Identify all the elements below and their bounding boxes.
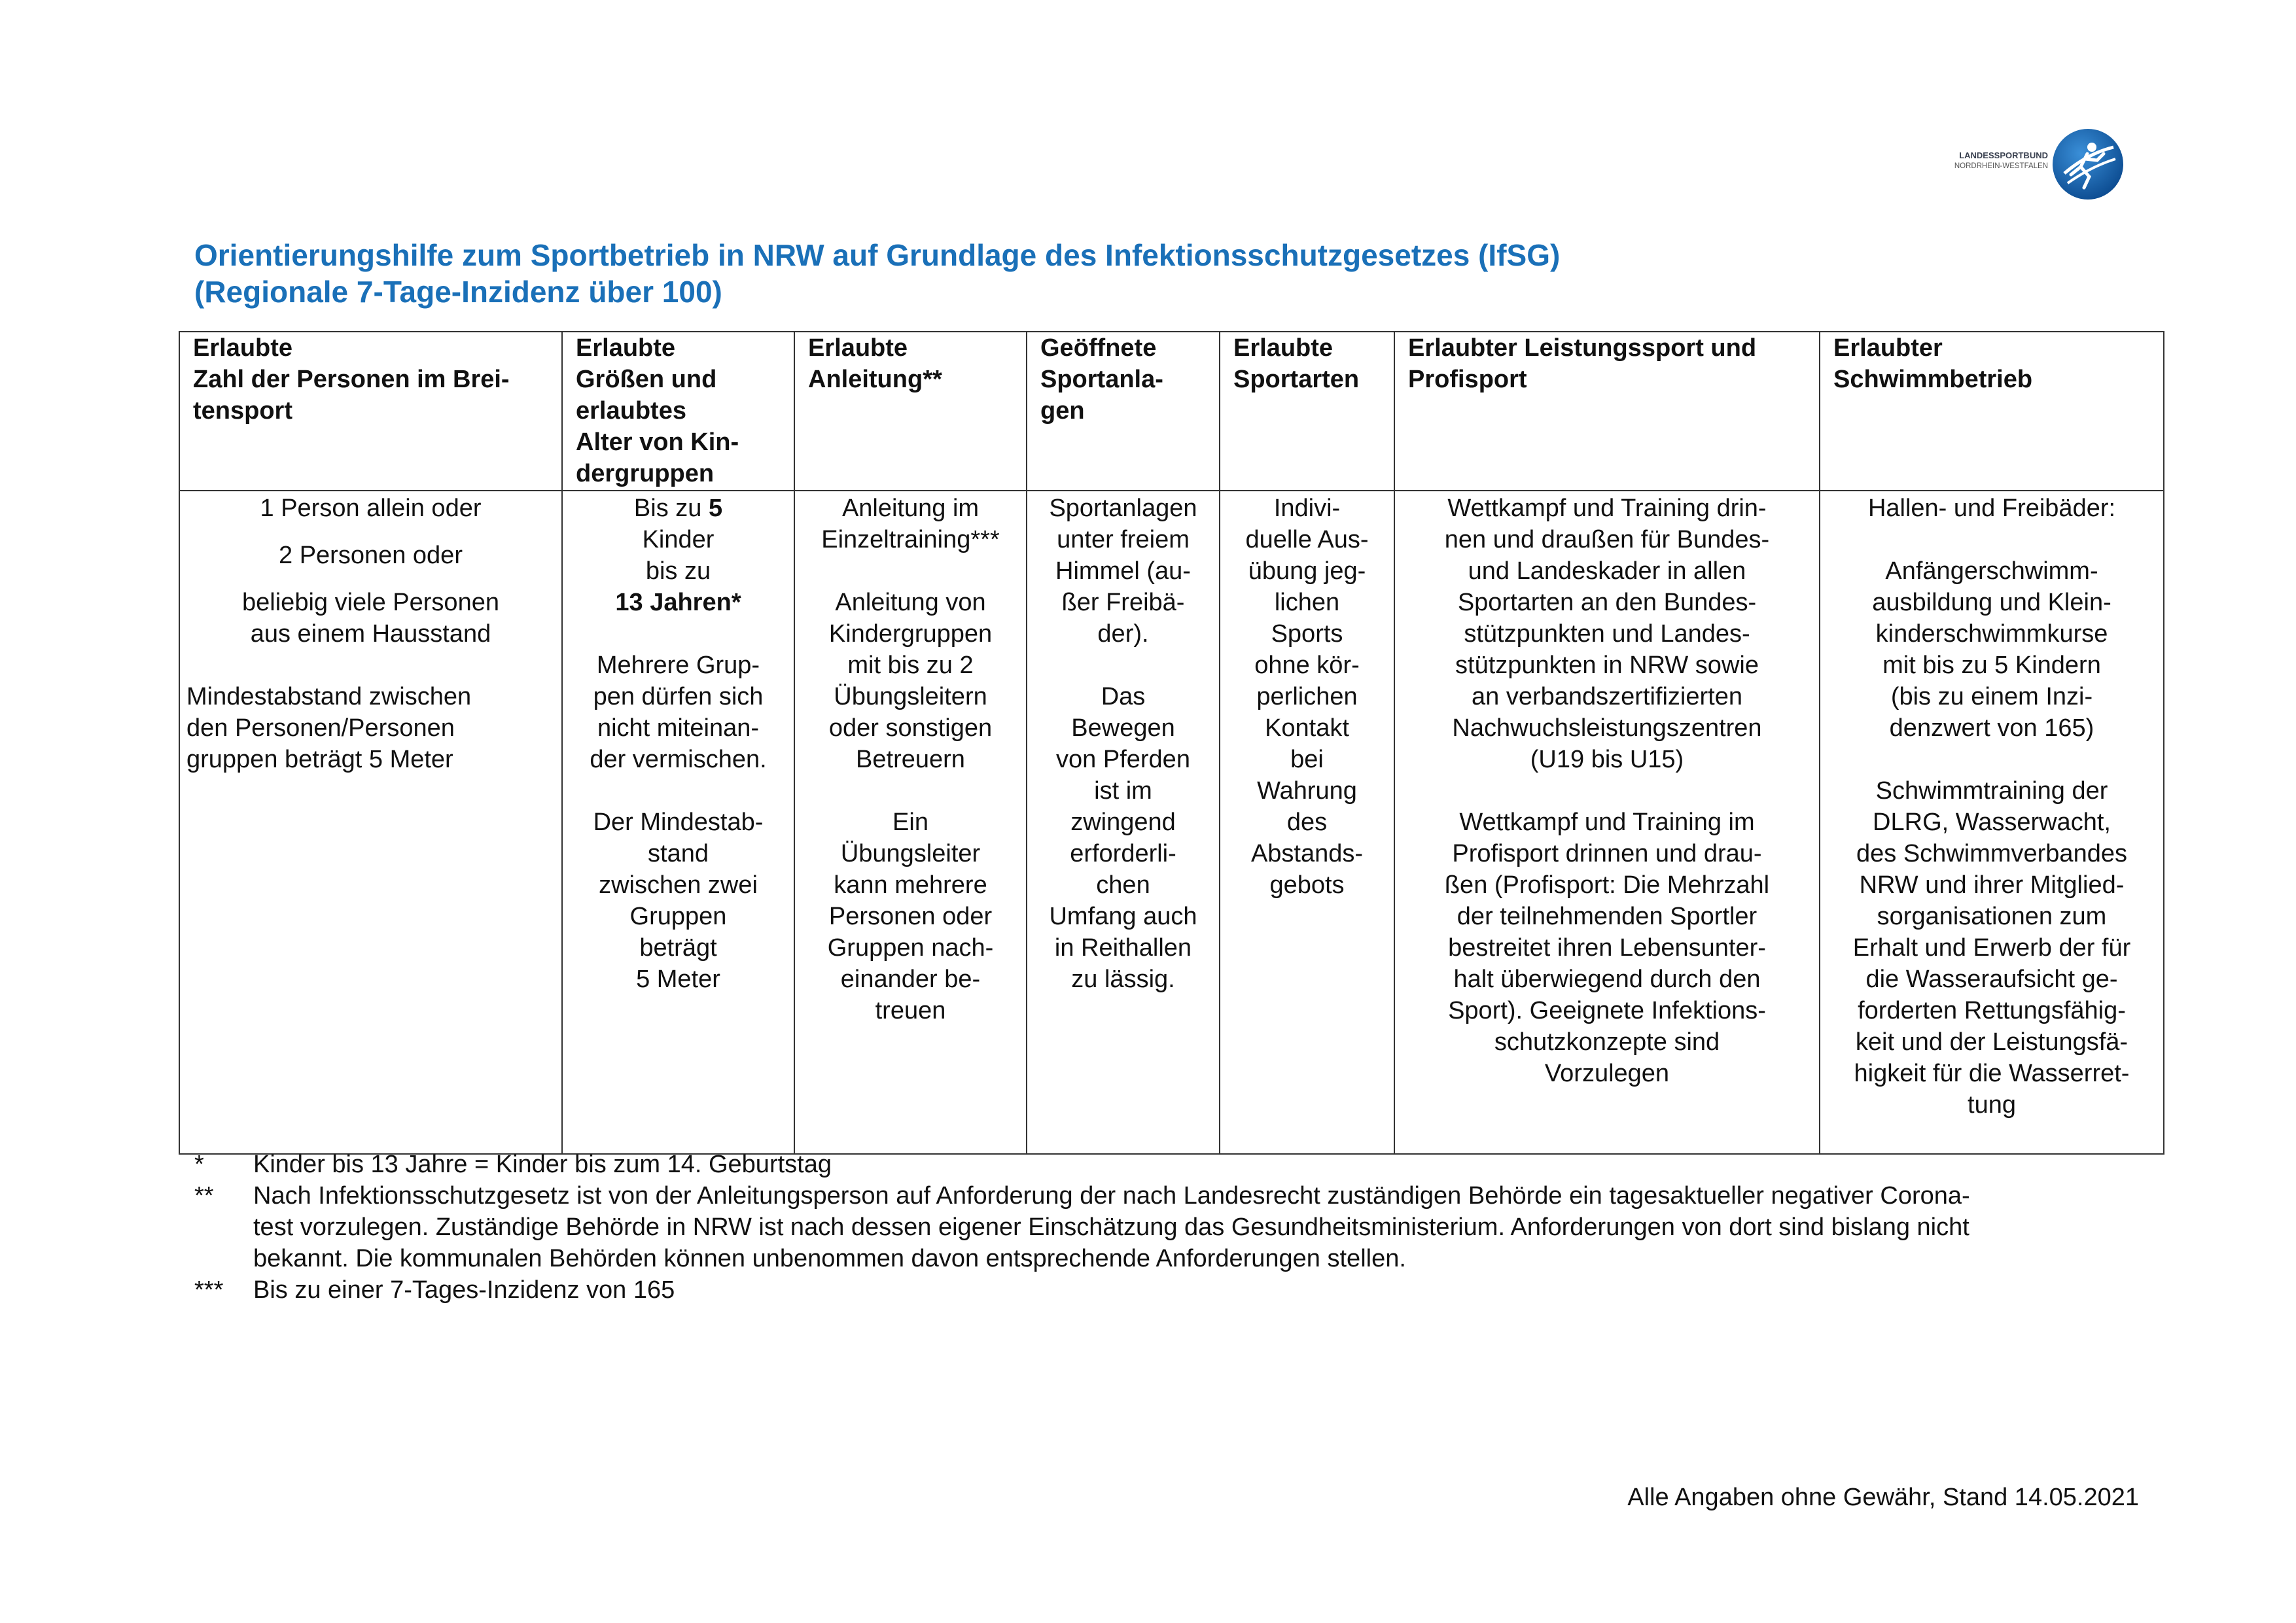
cell-line: Übungsleiter [840, 840, 981, 867]
cell-line: forderten Rettungsfähig- [1858, 997, 2126, 1024]
cell-line: ausbildung und Klein- [1872, 589, 2111, 616]
cell-line: Betreuern [856, 746, 965, 773]
cell-line: nen und draußen für Bundes- [1444, 526, 1770, 553]
cell-line: Ein [892, 809, 928, 836]
cell-personen: 1 Person allein oder 2 Personen oder beliebig viele Personen aus einem Hausstand Mindestabstand zwischen den Personen/Personen gruppen beträgt 5 Meter [179, 491, 562, 1154]
cell-line: Bewegen [1071, 714, 1175, 742]
title-line-2: (Regionale 7-Tage-Inzidenz über 100) [194, 275, 722, 309]
cell-line: Sport). Geeignete Infektions- [1448, 997, 1766, 1024]
cell-sportanlagen [1027, 491, 1220, 1154]
cell-line: bestreitet ihren Lebensunter- [1448, 934, 1766, 962]
cell-line: denzwert von 165) [1889, 714, 2094, 742]
cell-schwimmbetrieb [1820, 491, 2164, 1154]
header-sportarten: Erlaubte Sportarten [1220, 332, 1394, 491]
cell-line: gebots [1269, 871, 1345, 899]
cell-line: ßer Freibä- [1061, 589, 1185, 616]
cell-line: Übungsleitern [834, 683, 987, 710]
cell-line: der). [1097, 620, 1149, 648]
cell-line: Anleitung im [841, 495, 980, 522]
header-sportanlagen: Geöffnete Sportanla- gen [1027, 332, 1220, 491]
cell-line: higkeit für die Wasserret- [1854, 1060, 2130, 1087]
cell-line: ßen (Profisport: Die Mehrzahl [1444, 871, 1770, 899]
cell-line: duelle Aus- [1245, 526, 1369, 553]
cell-line: Vorzulegen [1544, 1060, 1670, 1087]
page-title [194, 237, 2092, 310]
cell-line: Kindergruppen [828, 620, 993, 648]
cell-sportarten [1220, 491, 1394, 1154]
lsb-logo [1940, 128, 2117, 206]
cell-line: Himmel (au- [1055, 557, 1191, 585]
cell-line: an verbandszertifizierten [1472, 683, 1742, 710]
cell-line: oder sonstigen [828, 714, 993, 742]
cell-line: die Wasseraufsicht ge- [1865, 966, 2118, 993]
cell-line: perlichen [1256, 683, 1358, 710]
title-line-1: Orientierungshilfe zum Sportbetrieb in NRW auf Grundlage des Infektionsschutzgesetzes (IfSG) [194, 238, 1561, 272]
cell-line: keit und der Leistungsfä- [1855, 1028, 2128, 1056]
cell-line: ist im [1094, 777, 1152, 805]
cell-line: ohne kör- [1254, 652, 1360, 679]
cell-line: schutzkonzepte sind [1494, 1028, 1720, 1056]
cell-line: Sports [1271, 620, 1343, 648]
cell-line: erforderli- [1070, 840, 1176, 867]
cell-line: Nachwuchsleistungszentren [1452, 714, 1762, 742]
logo-text [1940, 150, 2048, 171]
cell-line: in Reithallen [1054, 934, 1192, 962]
logo-name: LANDESSPORTBUND [1959, 150, 2048, 160]
cell-line: Wettkampf und Training drin- [1447, 495, 1767, 522]
cell-line: DLRG, Wasserwacht, [1873, 809, 2111, 836]
cell-kindergruppen: Bis zu 5 Kinder bis zu 13 Jahren* Mehrere Grup- pen dürfen sich nicht miteinan- der vermischen. Der Mindestab- stand zwischen zwei Gruppen beträgt 5 Meter [562, 491, 794, 1154]
cell-line: Einzeltraining*** [821, 526, 1000, 553]
cell-line: Wettkampf und Training im [1459, 809, 1755, 836]
table-row [179, 491, 2164, 1154]
cell-line: mit bis zu 5 Kindern [1882, 652, 2101, 679]
header-kindergruppen: Erlaubte Größen und erlaubtes Alter von Kin- dergruppen [562, 332, 794, 491]
cell-line: Schwimmtraining der [1875, 777, 2108, 805]
header-leistungssport: Erlaubter Leistungssport und Profisport [1394, 332, 1820, 491]
cell-line: kinderschwimmkurse [1875, 620, 2108, 648]
cell-line: Abstands- [1250, 840, 1364, 867]
cell-line: von Pferden [1056, 746, 1190, 773]
cell-line: bei [1290, 746, 1324, 773]
logo-subname: NORDRHEIN-WESTFALEN [1954, 162, 2048, 170]
cell-line: (bis zu einem Inzi- [1890, 683, 2093, 710]
cell-line: Wahrung [1257, 777, 1357, 805]
footnote-1: * Kinder bis 13 Jahre = Kinder bis zum 14. Geburtstag [194, 1151, 832, 1178]
table-header-row [179, 332, 2164, 491]
footnotes [194, 1149, 2151, 1306]
cell-line: einander be- [840, 966, 981, 993]
cell-line: stützpunkten und Landes- [1464, 620, 1750, 648]
cell-line: tung [1968, 1091, 2016, 1119]
cell-line: Kontakt [1265, 714, 1349, 742]
cell-line: kann mehrere [834, 871, 987, 899]
cell-line: stützpunkten in NRW sowie [1455, 652, 1759, 679]
cell-line: der teilnehmenden Sportler [1457, 903, 1757, 930]
header-anleitung: Erlaubte Anleitung** [794, 332, 1027, 491]
cell-line: des Schwimmverbandes [1856, 840, 2127, 867]
cell-line: und Landeskader in allen [1468, 557, 1746, 585]
rules-table [179, 331, 2164, 1155]
cell-line: NRW und ihrer Mitglied- [1859, 871, 2125, 899]
cell-line: Hallen- und Freibäder: [1867, 495, 2116, 522]
cell-line: halt überwiegend durch den [1453, 966, 1761, 993]
cell-line: Umfang auch [1049, 903, 1197, 930]
cell-line: chen [1096, 871, 1150, 899]
runner-circle-logo-icon [2051, 128, 2125, 201]
cell-line: Sportanlagen [1049, 495, 1197, 522]
cell-line: Personen oder [828, 903, 993, 930]
footnote-3: *** Bis zu einer 7-Tages-Inzidenz von 165 [194, 1276, 675, 1304]
cell-line: zwingend [1070, 809, 1176, 836]
footer-disclaimer: Alle Angaben ohne Gewähr, Stand 14.05.2021 [1627, 1484, 2139, 1511]
cell-line: übung jeg- [1248, 557, 1366, 585]
cell-line: Erhalt und Erwerb der für [1852, 934, 2131, 962]
cell-line: Das [1101, 683, 1146, 710]
cell-line: Indivi- [1273, 495, 1341, 522]
cell-line: sorganisationen zum [1877, 903, 2107, 930]
cell-leistungssport [1394, 491, 1820, 1154]
cell-line: Sportarten an den Bundes- [1457, 589, 1757, 616]
cell-line: Anfängerschwimm- [1885, 557, 2098, 585]
cell-line: treuen [875, 997, 946, 1024]
header-personen: Erlaubte Zahl der Personen im Brei- tensport [179, 332, 562, 491]
cell-line: Gruppen nach- [827, 934, 994, 962]
cell-line: Anleitung von [835, 589, 986, 616]
cell-line: (U19 bis U15) [1530, 746, 1684, 773]
cell-anleitung [794, 491, 1027, 1154]
header-schwimmbetrieb: Erlaubter Schwimmbetrieb [1820, 332, 2164, 491]
cell-line: des [1286, 809, 1328, 836]
cell-line: lichen [1274, 589, 1340, 616]
cell-line: mit bis zu 2 [847, 652, 974, 679]
footnote-2: ** Nach Infektionsschutzgesetz ist von der Anleitungsperson auf Anforderung der nach Landesrecht zuständigen Behörde ein tagesaktueller negativer Corona- test vorzulegen. Zuständige Behörde in NRW ist nach dessen eigener Einschätzung das Gesundheitsministerium. Anforderungen von dort sind bislang nicht bekannt. Die kommunalen Behörden können unbenommen davon entsprechende Anforderungen stellen. [194, 1182, 1970, 1272]
cell-line: Profisport drinnen und drau- [1452, 840, 1762, 867]
cell-line: zu lässig. [1071, 966, 1175, 993]
cell-line: unter freiem [1057, 526, 1190, 553]
